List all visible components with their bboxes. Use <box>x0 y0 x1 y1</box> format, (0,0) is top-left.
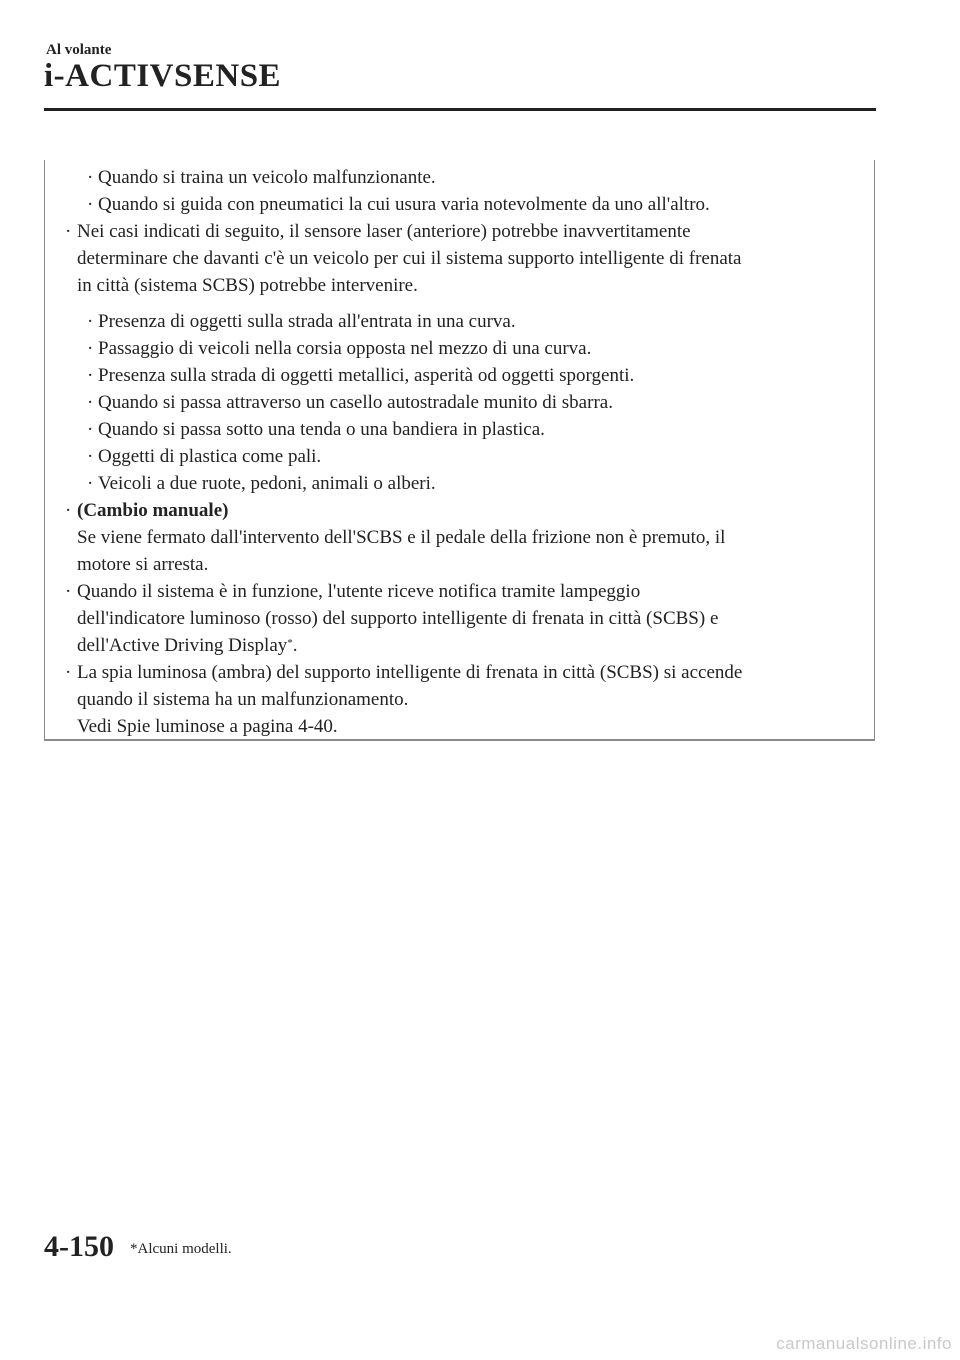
sub-bullet-marker: · <box>87 446 94 467</box>
bullet-marker: · <box>65 500 72 521</box>
section-label: Al volante <box>46 42 112 58</box>
sub-bullet-marker: · <box>87 311 94 332</box>
sub-bullet-marker: · <box>87 194 94 215</box>
sub-bullet-marker: · <box>87 392 94 413</box>
footnote: *Alcuni modelli. <box>130 1241 232 1257</box>
bullet-text: Nei casi indicati di seguito, il sensore laser (anteriore) potrebbe inavvertitamente <box>77 221 691 242</box>
sub-bullet-marker: · <box>87 338 94 359</box>
bullet-text: dell'indicatore luminoso (rosso) del supporto intelligente di frenata in città (SCBS) e <box>77 608 719 629</box>
sub-bullet-text: Presenza sulla strada di oggetti metallici, asperità od oggetti sporgenti. <box>98 365 635 386</box>
watermark: carmanualsonline.info <box>776 1334 952 1353</box>
bullet-marker: · <box>65 221 72 242</box>
sub-bullet-marker: · <box>87 365 94 386</box>
bullet-heading: (Cambio manuale) <box>77 500 229 521</box>
bullet-text: quando il sistema ha un malfunzionamento. <box>77 689 409 710</box>
sub-bullet-text: Passaggio di veicoli nella corsia opposta nel mezzo di una curva. <box>98 338 592 359</box>
sub-bullet-text: Quando si traina un veicolo malfunzionante. <box>98 167 436 188</box>
bullet-text: Vedi Spie luminose a pagina 4-40. <box>77 716 338 737</box>
bullet-marker: · <box>65 581 72 602</box>
sub-bullet-marker: · <box>87 473 94 494</box>
content-box <box>44 160 875 741</box>
bullet-text: motore si arresta. <box>77 554 209 575</box>
sub-bullet-marker: · <box>87 419 94 440</box>
bullet-text: Quando il sistema è in funzione, l'utente riceve notifica tramite lampeggio <box>77 581 641 602</box>
bullet-text-part: dell'Active Driving Display <box>77 635 288 656</box>
sub-bullet-text: Veicoli a due ruote, pedoni, animali o alberi. <box>98 473 436 494</box>
bullet-text-period: . <box>292 635 298 656</box>
bullet-text: Se viene fermato dall'intervento dell'SCBS e il pedale della frizione non è premuto, il <box>77 527 726 548</box>
sub-bullet-text: Oggetti di plastica come pali. <box>98 446 322 467</box>
sub-bullet-text: Presenza di oggetti sulla strada all'entrata in una curva. <box>98 311 516 332</box>
title-divider <box>44 108 876 111</box>
footnote-asterisk: * <box>287 637 293 649</box>
bullet-text: in città (sistema SCBS) potrebbe intervenire. <box>77 275 418 296</box>
sub-bullet-text: Quando si guida con pneumatici la cui usura varia notevolmente da uno all'altro. <box>98 194 710 215</box>
sub-bullet-text: Quando si passa attraverso un casello autostradale munito di sbarra. <box>98 392 613 413</box>
page-number: 4-150 <box>44 1230 114 1263</box>
bullet-text: determinare che davanti c'è un veicolo per cui il sistema supporto intelligente di frenata <box>77 248 742 269</box>
bullet-text <box>77 632 298 659</box>
bullet-marker: · <box>65 662 72 683</box>
bullet-text: La spia luminosa (ambra) del supporto intelligente di frenata in città (SCBS) si accende <box>77 662 743 683</box>
page-title: i-ACTIVSENSE <box>44 58 282 94</box>
sub-bullet-text: Quando si passa sotto una tenda o una bandiera in plastica. <box>98 419 545 440</box>
sub-bullet-marker: · <box>87 167 94 188</box>
